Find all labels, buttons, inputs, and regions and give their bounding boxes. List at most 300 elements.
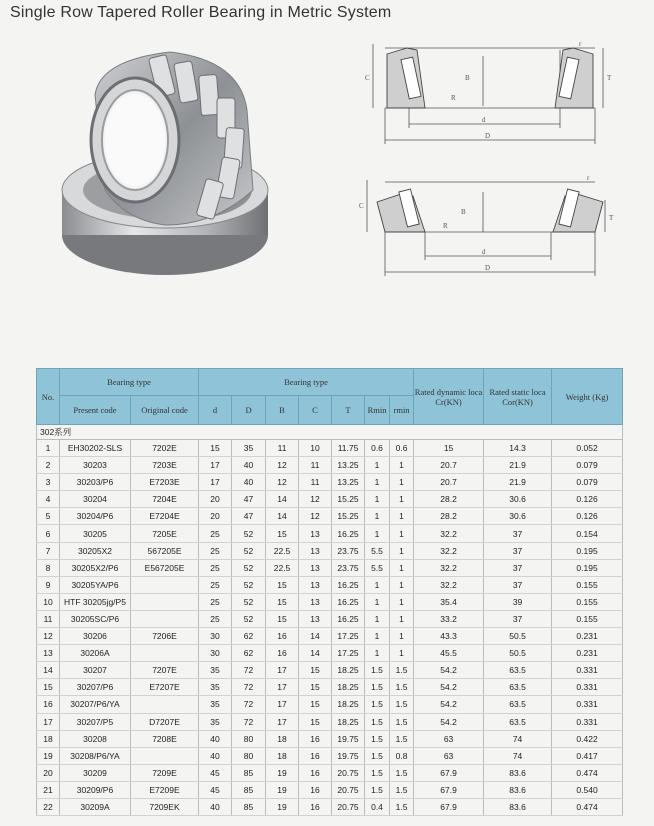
table-cell: 72 [232,713,266,730]
header-dynamic-load: Rated dynamic loca Cr(KN) [414,369,484,425]
header-B: B [266,396,299,425]
table-cell: 19 [266,764,299,781]
table-cell [131,610,199,627]
table-cell: 63.5 [484,679,552,696]
label-t: T [609,214,614,222]
cross-section-diagram-top [355,36,625,156]
table-cell: 7 [37,542,60,559]
header-bearing-type-dims: Bearing type [199,369,414,396]
table-cell: 30203/P6 [60,474,131,491]
table-cell: 30 [199,628,232,645]
table-cell: 18.25 [332,713,365,730]
table-cell: 0.540 [552,781,623,798]
table-cell: 1.5 [390,679,414,696]
table-cell: 1 [365,628,390,645]
table-cell: 16.25 [332,576,365,593]
table-cell: 15 [266,593,299,610]
table-cell: 0.6 [390,440,414,457]
table-row [37,764,623,781]
page-title: Single Row Tapered Roller Bearing in Metric System [10,4,392,21]
label-t: T [607,74,612,82]
label-r2: r [579,40,582,48]
table-cell: 1 [390,628,414,645]
table-cell: 1 [390,508,414,525]
table-cell: 30207 [60,662,131,679]
table-cell: 567205E [131,542,199,559]
table-cell: E567205E [131,559,199,576]
table-cell: 30209A [60,798,131,815]
table-cell: 50.5 [484,628,552,645]
table-row [37,645,623,662]
table-cell: 17 [199,474,232,491]
table-cell: 20.75 [332,781,365,798]
table-cell: 2 [37,457,60,474]
table-cell: 30203 [60,457,131,474]
header-original-code: Original code [131,396,199,425]
table-cell: 1 [365,457,390,474]
table-row [37,593,623,610]
table-cell: 25 [199,525,232,542]
table-cell: 11 [37,610,60,627]
table-cell: 17 [266,696,299,713]
table-cell: 12 [266,474,299,491]
table-cell: 52 [232,593,266,610]
table-cell: 37 [484,542,552,559]
table-cell: 1.5 [365,713,390,730]
table-row [37,713,623,730]
table-cell: 17 [266,679,299,696]
table-cell: 16 [299,764,332,781]
table-cell: 35 [199,679,232,696]
table-cell: 3 [37,474,60,491]
table-cell: 52 [232,525,266,542]
table-cell: 30208 [60,730,131,747]
table-cell: 30206 [60,628,131,645]
table-cell: 22.5 [266,542,299,559]
table-cell: 17 [37,713,60,730]
table-cell: 7204E [131,491,199,508]
table-cell: 5.5 [365,542,390,559]
table-cell: 16 [266,628,299,645]
table-cell: 32.2 [414,542,484,559]
table-cell: 1.5 [390,696,414,713]
table-cell: 18 [37,730,60,747]
table-row [37,798,623,815]
table-cell: 83.6 [484,764,552,781]
table-cell: 16 [299,781,332,798]
label-r: R [443,222,448,230]
table-cell: 35 [199,662,232,679]
table-cell: 7203E [131,457,199,474]
table-cell: 85 [232,798,266,815]
table-cell: 20.7 [414,474,484,491]
table-cell: HTF 30205jg/P5 [60,593,131,610]
table-cell: 1.5 [365,764,390,781]
table-cell: 0.126 [552,491,623,508]
table-cell: 63.5 [484,662,552,679]
table-cell: 30.6 [484,491,552,508]
table-cell: 18 [266,747,299,764]
table-cell: 54.2 [414,696,484,713]
cross-section-diagram-bottom [355,172,625,292]
table-cell: 37 [484,576,552,593]
header-no: No. [37,369,60,425]
table-cell: 1 [390,457,414,474]
table-cell [131,747,199,764]
label-d: d [482,248,486,256]
table-cell: 1 [390,576,414,593]
table-cell: 13 [299,576,332,593]
table-row [37,696,623,713]
table-cell [131,593,199,610]
table-cell: 17.25 [332,628,365,645]
table-cell: 10 [299,440,332,457]
table-cell: 45.5 [414,645,484,662]
table-cell: 13 [299,525,332,542]
table-cell: 1 [390,645,414,662]
table-cell: 21.9 [484,474,552,491]
table-cell: 47 [232,508,266,525]
table-cell: 7208E [131,730,199,747]
table-cell: 1 [390,559,414,576]
table-cell: EH30202-SLS [60,440,131,457]
table-cell: 19 [266,798,299,815]
table-cell: 19.75 [332,730,365,747]
table-cell: 1 [365,474,390,491]
header-weight: Weight (Kg) [552,369,623,425]
table-cell: 13.25 [332,474,365,491]
table-cell: 74 [484,747,552,764]
header-d: d [199,396,232,425]
table-cell: 15 [199,440,232,457]
table-cell: 52 [232,559,266,576]
table-cell: 13 [299,593,332,610]
table-cell: 7207E [131,662,199,679]
table-cell: 0.474 [552,764,623,781]
label-d-outer: D [485,264,491,272]
table-cell: 30204/P6 [60,508,131,525]
table-cell: 1.5 [390,781,414,798]
table-cell [131,576,199,593]
table-cell: 25 [199,576,232,593]
table-cell: 1.5 [365,747,390,764]
table-cell: 23.75 [332,542,365,559]
table-cell: 22 [37,798,60,815]
table-cell: 39 [484,593,552,610]
table-cell: 15 [266,576,299,593]
table-cell: 15.25 [332,491,365,508]
table-cell: 6 [37,525,60,542]
table-cell: 0.231 [552,628,623,645]
table-cell: E7207E [131,679,199,696]
table-cell: 1.5 [365,679,390,696]
table-cell: 30205X2 [60,542,131,559]
table-cell: 40 [199,798,232,815]
table-cell: 37 [484,525,552,542]
section-label: 302系列 [37,425,623,440]
table-cell: 0.126 [552,508,623,525]
table-cell: 11 [299,474,332,491]
table-cell: 17 [266,713,299,730]
table-cell: 13 [37,645,60,662]
table-cell: 25 [199,542,232,559]
table-cell: 63.5 [484,713,552,730]
table-cell: 18.25 [332,679,365,696]
table-cell: 12 [37,628,60,645]
table-cell: 16 [299,730,332,747]
table-cell: 0.4 [365,798,390,815]
table-cell: 5.5 [365,559,390,576]
table-cell: 40 [232,474,266,491]
table-cell: 1.5 [390,713,414,730]
table-cell: 30205YA/P6 [60,576,131,593]
table-cell: 1 [390,525,414,542]
table-cell: 30 [199,645,232,662]
table-cell: 83.6 [484,798,552,815]
table-cell: E7203E [131,474,199,491]
table-cell: 43.3 [414,628,484,645]
table-cell: 74 [484,730,552,747]
table-cell: 14 [299,645,332,662]
table-cell: 30205SC/P6 [60,610,131,627]
label-r: R [451,94,456,102]
table-cell: 30209 [60,764,131,781]
table-cell: 19 [37,747,60,764]
table-cell: 0.155 [552,610,623,627]
table-cell: 80 [232,747,266,764]
table-cell: 15 [299,662,332,679]
table-cell: 30209/P6 [60,781,131,798]
table-cell: 16 [299,747,332,764]
table-cell: 1.5 [365,696,390,713]
table-cell: 25 [199,559,232,576]
table-cell: 30207/P6 [60,679,131,696]
table-cell: 5 [37,508,60,525]
spec-table [36,368,622,816]
table-cell: 28.2 [414,491,484,508]
table-cell: 8 [37,559,60,576]
table-cell: 40 [232,457,266,474]
table-cell: 67.9 [414,764,484,781]
table-cell: 16 [266,645,299,662]
table-cell: 25 [199,610,232,627]
table-cell: 32.2 [414,559,484,576]
table-cell: 72 [232,696,266,713]
table-cell: 0.155 [552,576,623,593]
table-cell: 1.5 [390,798,414,815]
table-cell: 35 [199,696,232,713]
header-static-load: Rated static loca Cor(KN) [484,369,552,425]
table-cell: 72 [232,679,266,696]
table-cell: 0.052 [552,440,623,457]
header-D: D [232,396,266,425]
table-cell: E7204E [131,508,199,525]
table-cell: 0.079 [552,457,623,474]
table-cell: 0.195 [552,559,623,576]
table-cell: 63.5 [484,696,552,713]
header-bearing-type: Bearing type [60,369,199,396]
table-cell: 67.9 [414,781,484,798]
table-cell: 85 [232,781,266,798]
table-row [37,679,623,696]
table-cell: 1 [365,491,390,508]
table-cell: 1 [390,474,414,491]
table-cell: 30205 [60,525,131,542]
table-cell: 45 [199,764,232,781]
table-cell: 32.2 [414,525,484,542]
table-cell: 1.5 [390,662,414,679]
table-cell: 13.25 [332,457,365,474]
table-cell: 0.6 [365,440,390,457]
table-cell: 0.474 [552,798,623,815]
table-cell: 18 [266,730,299,747]
table-cell: 52 [232,576,266,593]
table-cell: 14 [266,491,299,508]
table-cell: 32.2 [414,576,484,593]
table-cell: 1 [365,525,390,542]
table-row [37,440,623,457]
table-cell: 1.5 [390,764,414,781]
table-cell: 30204 [60,491,131,508]
table-cell: 12 [299,508,332,525]
table-cell: 20 [199,508,232,525]
table-cell: 15 [299,679,332,696]
table-cell: 15 [299,696,332,713]
table-cell: 16 [299,798,332,815]
table-cell: 52 [232,542,266,559]
header-C: C [299,396,332,425]
table-cell: 0.231 [552,645,623,662]
table-cell: 80 [232,730,266,747]
table-cell: 0.195 [552,542,623,559]
table-cell: 85 [232,764,266,781]
table-cell: 40 [199,747,232,764]
table-cell: 21.9 [484,457,552,474]
table-row [37,730,623,747]
table-cell: 23.75 [332,559,365,576]
table-cell [131,645,199,662]
table-row [37,781,623,798]
table-cell: 7206E [131,628,199,645]
table-cell [131,696,199,713]
table-cell: 0.417 [552,747,623,764]
table-cell: 11 [299,457,332,474]
table-cell: 21 [37,781,60,798]
table-cell: 25 [199,593,232,610]
header-rmin: Rmin [365,396,390,425]
header-T: T [332,396,365,425]
table-row [37,525,623,542]
table-cell: 62 [232,628,266,645]
label-b: B [465,74,470,82]
table-cell: D7207E [131,713,199,730]
table-cell: 1 [390,610,414,627]
label-d-outer: D [485,132,491,140]
table-cell: 1 [37,440,60,457]
table-cell: 14 [266,508,299,525]
table-cell: 19 [266,781,299,798]
table-cell: 54.2 [414,679,484,696]
table-cell: 20.75 [332,764,365,781]
table-cell: 30208/P6/YA [60,747,131,764]
table-cell: 12 [266,457,299,474]
table-row [37,576,623,593]
table-cell: 30207/P5 [60,713,131,730]
table-row [37,628,623,645]
table-cell: 30205X2/P6 [60,559,131,576]
table-row [37,610,623,627]
table-cell: 35 [199,713,232,730]
table-cell: 30206A [60,645,131,662]
table-cell: 20.75 [332,798,365,815]
table-row [37,559,623,576]
header-rmin2: rmin [390,396,414,425]
table-cell: 0.154 [552,525,623,542]
table-cell: 37 [484,610,552,627]
table-row [37,457,623,474]
table-cell: 14 [37,662,60,679]
table-cell: 12 [299,491,332,508]
table-cell: 35 [232,440,266,457]
table-cell: 0.331 [552,713,623,730]
table-row [37,542,623,559]
table-cell: 15 [37,679,60,696]
label-c: C [359,202,364,210]
table-cell: 20.7 [414,457,484,474]
table-cell: 72 [232,662,266,679]
table-cell: 1 [365,576,390,593]
table-cell: 1.5 [390,730,414,747]
label-d: d [482,116,486,124]
table-cell: 15 [266,525,299,542]
table-cell: 0.331 [552,679,623,696]
table-cell: 7209EK [131,798,199,815]
table-cell: 28.2 [414,508,484,525]
table-cell: 30.6 [484,508,552,525]
table-cell: 13 [299,559,332,576]
table-cell: 15.25 [332,508,365,525]
table-cell: 1 [365,508,390,525]
table-cell: 40 [199,730,232,747]
table-cell: 1.5 [365,781,390,798]
table-cell: 0.155 [552,593,623,610]
table-cell: 1 [365,610,390,627]
table-cell: 47 [232,491,266,508]
table-cell: 18.25 [332,662,365,679]
header-present-code: Present code [60,396,131,425]
table-cell: 1 [390,542,414,559]
table-cell: 4 [37,491,60,508]
table-cell: 14.3 [484,440,552,457]
table-cell: 17 [199,457,232,474]
table-cell: 0.331 [552,696,623,713]
table-cell: 1.5 [365,662,390,679]
table-cell: 13 [299,610,332,627]
table-cell: 62 [232,645,266,662]
table-cell: 1 [365,593,390,610]
table-row [37,508,623,525]
table-cell: 52 [232,610,266,627]
table-cell: 16.25 [332,610,365,627]
table-cell: 11 [266,440,299,457]
table-cell: 19.75 [332,747,365,764]
table-cell: 9 [37,576,60,593]
table-cell: 45 [199,781,232,798]
table-cell: 0.079 [552,474,623,491]
table-row [37,491,623,508]
table-cell: 14 [299,628,332,645]
table-cell: 16.25 [332,593,365,610]
